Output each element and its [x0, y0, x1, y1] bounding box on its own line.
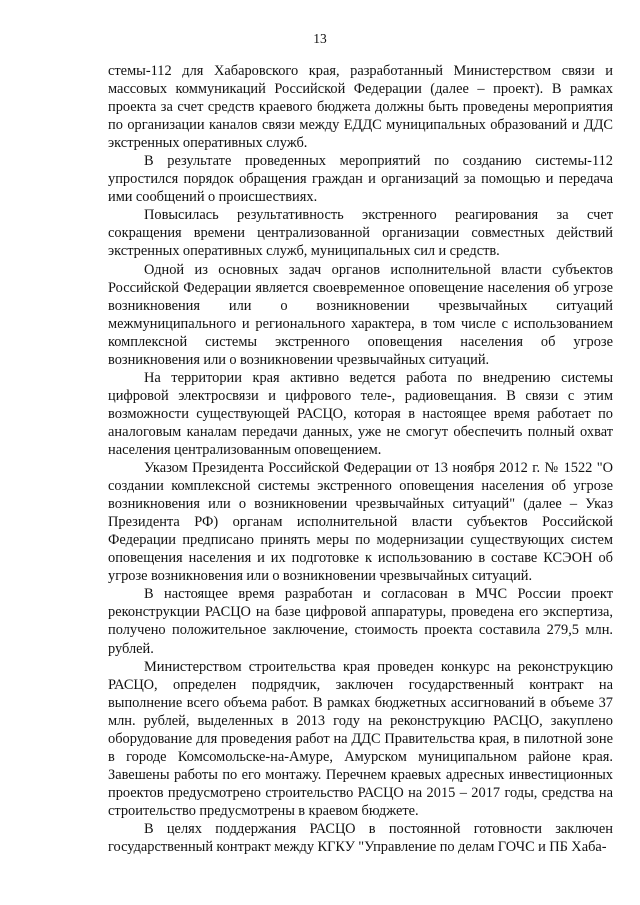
body-text — [108, 62, 613, 856]
paragraph-population-warning: Одной из основных задач органов исполнительной власти субъектов Российской Федерации является своевременное оповещение населения об угрозе возникновения или о возникновении чрезвычайных ситуаций межмуниципального и регионального характера, в том числе с использованием комплексной системы экстренного оповещения населения об угрозе возникновения или о возникновении чрезвычайных ситуаций. — [108, 261, 613, 368]
paragraph-construction-ministry: Министерством строительства края проведен конкурс на реконструкцию РАСЦО, определен подрядчик, заключен государственный контракт на выполнение всего объема работ. В рамках бюджетных ассигнований в объеме 37 млн. рублей, выделенных в 2013 году на реконструкцию РАСЦО, закуплено оборудование для проведения работ на ДДС Правительства края, в пилотной зоне в городе Комсомольске-на-Амуре, Амурском муниципальном районе края. Завешены работы по его монтажу. Перечнем краевых адресных инвестиционных проектов предусмотрено строительство РАСЦО на 2015 – 2017 годы, средства на строительство предусмотрены в краевом бюджете. — [108, 658, 613, 819]
paragraph-response-efficiency: Повысилась результативность экстренного реагирования за счет сокращения времени централизованной организации совместных действий экстренных оперативных служб, муниципальных сил и средств. — [108, 207, 613, 260]
paragraph-system-112-results: В результате проведенных мероприятий по созданию системы-112 упростился порядок обращения граждан и организаций за помощью и передача ими сообщений о происшествиях. — [108, 153, 613, 206]
paragraph-continuation: стемы-112 для Хабаровского края, разработанный Министерством связи и массовых коммуникаций Российской Федерации (далее – проект). В рамках проекта за счет средств краевого бюджета должны быть проведены мероприятия по организации каналов связи между ЕДДС муниципальных образований и ДДС экстренных оперативных служб. — [108, 63, 613, 152]
paragraph-state-contract: В целях поддержания РАСЦО в постоянной готовности заключен государственный контракт между КГКУ "Управление по делам ГОЧС и ПБ Хаба- — [108, 820, 613, 856]
paragraph-reconstruction-project: В настоящее время разработан и согласован в МЧС России проект реконструкции РАСЦО на базе цифровой аппаратуры, проведена его экспертиза, получено положительное заключение, стоимость проекта составила 279,5 млн. рублей. — [108, 586, 613, 657]
paragraph-presidential-decree: Указом Президента Российской Федерации от 13 ноября 2012 г. № 1522 "О создании комплексной системы экстренного оповещения населения об угрозе возникновения или о возникновении чрезвычайных ситуаций" (далее – Указ Президента РФ) органам исполнительной власти субъектов Российской Федерации предписано принять меры по модернизации существующих систем оповещения населения и их подготовке к использованию в составе КСЭОН об угрозе возникновения или о возникновении чрезвычайных ситуаций. — [108, 460, 613, 585]
paragraph-digital-broadcasting: На территории края активно ведется работа по внедрению системы цифровой электросвязи и цифрового теле-, радиовещания. В связи с этим возможности существующей РАСЦО, которая в настоящее время работает по аналоговым каналам передачи данных, уже не смогут обеспечить полный охват населения централизованным оповещением. — [108, 369, 613, 458]
page-number: 13 — [313, 31, 327, 46]
